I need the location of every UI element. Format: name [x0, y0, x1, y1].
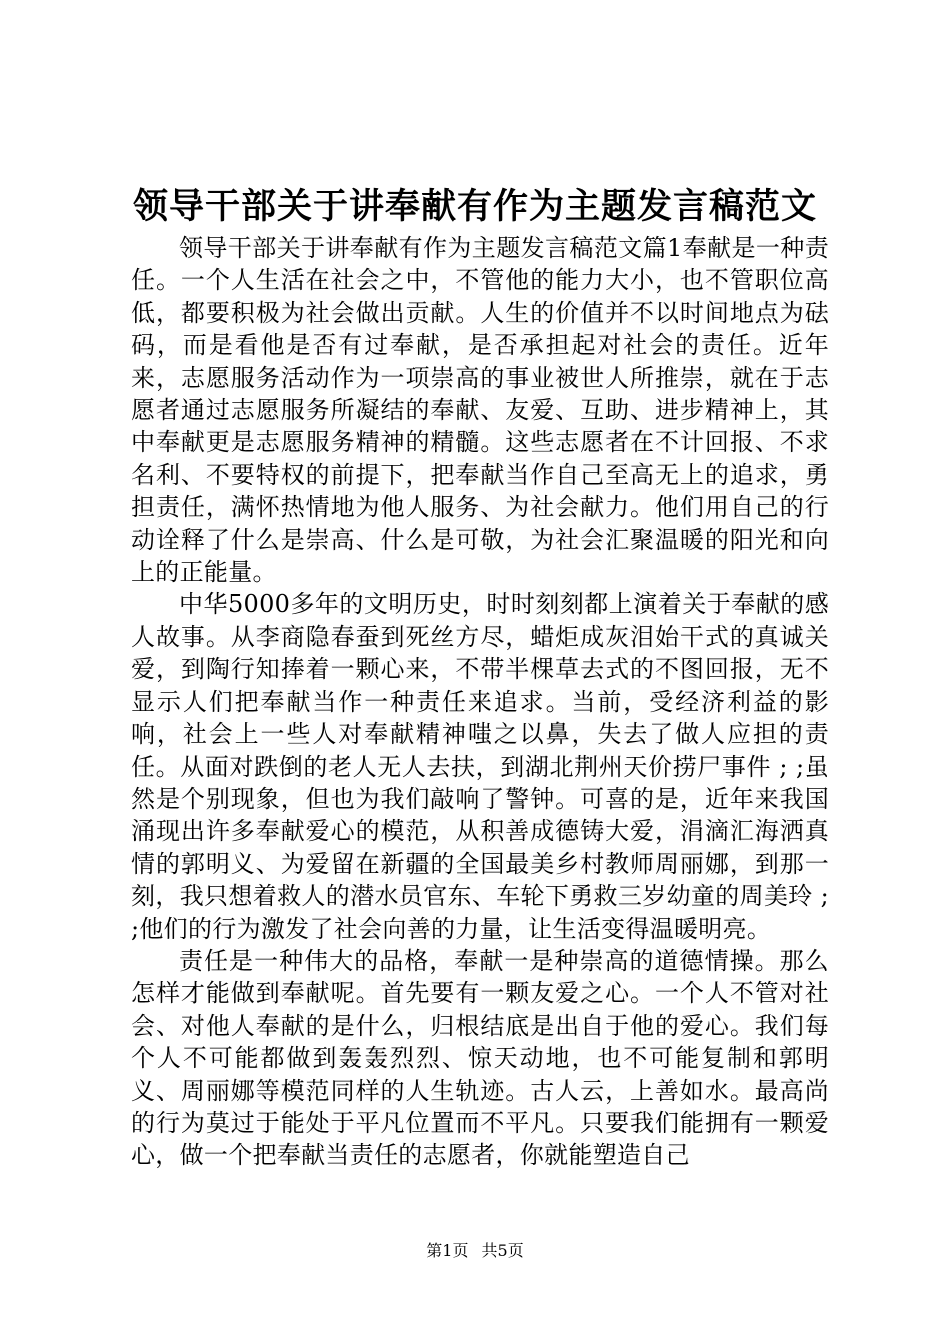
document-title: 领导干部关于讲奉献有作为主题发言稿范文	[132, 186, 817, 227]
paragraph-1: 领导干部关于讲奉献有作为主题发言稿范文篇1奉献是一种责任。一个人生活在社会之中，不管他的能力大小，也不管职位高低，都要积极为社会做出贡献。人生的价值并不以时间地点为砝码，而是看他是否有过奉献，是否承担起对社会的责任。近年来，志愿服务活动作为一项崇高的事业被世人所推崇，就在于志愿者通过志愿服务所凝结的奉献、友爱、互助、进步精神上，其中奉献更是志愿服务精神的精髓。这些志愿者在不计回报、不求名利、不要特权的前提下，把奉献当作自己至高无上的追求，勇担责任，满怀热情地为他人服务、为社会献力。他们用自己的行动诠释了什么是崇高、什么是可敬，为社会汇聚温暖的阳光和向上的正能量。	[131, 234, 829, 587]
page-footer	[0, 1240, 950, 1262]
paragraph-2: 中华5000多年的文明历史，时时刻刻都上演着关于奉献的感人故事。从李商隐春蚕到死丝方尽，蜡炬成灰泪始干式的真诚关爱，到陶行知捧着一颗心来，不带半棵草去式的不图回报，无不显示人们把奉献当作一种责任来追求。当前，受经济利益的影响，社会上一些人对奉献精神嗤之以鼻，失去了做人应担的责任。从面对跌倒的老人无人去扶，到湖北荆州天价捞尸事件 ; ;虽然是个别现象，但也为我们敲响了警钟。可喜的是，近年来我国涌现出许多奉献爱心的模范，从积善成德铸大爱，涓滴汇海洒真情的郭明义、为爱留在新疆的全国最美乡村教师周丽娜，到那一刻，我只想着救人的潜水员官东、车轮下勇救三岁幼童的周美玲 ; ;他们的行为激发了社会向善的力量，让生活变得温暖明亮。	[131, 590, 829, 943]
document-body	[131, 232, 829, 1172]
page-number: 第1页	[426, 1241, 469, 1260]
page-total: 共5页	[481, 1241, 524, 1260]
paragraph-3: 责任是一种伟大的品格，奉献一是种崇高的道德情操。那么怎样才能做到奉献呢。首先要有一颗友爱之心。一个人不管对社会、对他人奉献的是什么，归根结底是出自于他的爱心。我们每个人不可能都做到轰轰烈烈、惊天动地，也不可能复制和郭明义、周丽娜等模范同样的人生轨迹。古人云，上善如水。最高尚的行为莫过于能处于平凡位置而不平凡。只要我们能拥有一颗爱心，做一个把奉献当责任的志愿者，你就能塑造自己	[131, 946, 829, 1170]
